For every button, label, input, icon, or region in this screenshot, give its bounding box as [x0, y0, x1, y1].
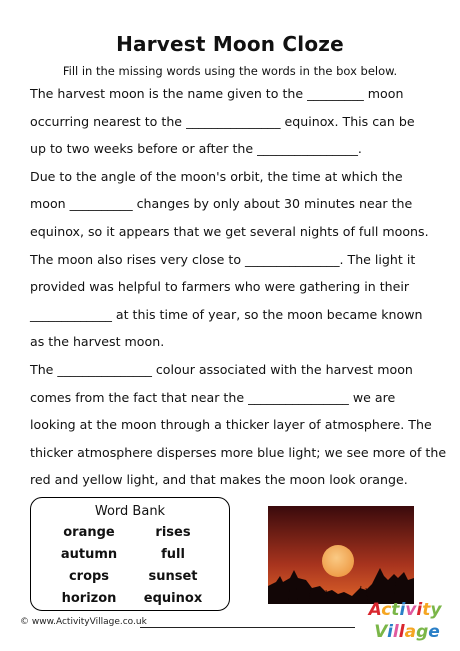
activity-village-logo: [360, 596, 450, 642]
page-title: Harvest Moon Cloze: [116, 32, 344, 56]
passage-line: red and yellow light, and that makes the moon look orange.: [30, 472, 408, 488]
passage-line: thicker atmosphere disperses more blue light; we see more of the: [30, 444, 447, 460]
logo-letter: v: [405, 600, 417, 620]
instructions: Fill in the missing words using the words in the box below.: [62, 64, 398, 78]
word-bank-word: crops: [68, 569, 110, 584]
passage-line: provided was helpful to farmers who were gathering in their: [30, 279, 410, 295]
passage-line: occurring nearest to the _______________ equinox. This can be: [30, 113, 415, 129]
moon: [322, 545, 354, 577]
word-bank-title: Word Bank: [94, 504, 166, 519]
logo-letter: i: [416, 600, 423, 620]
logo-letter: V: [374, 622, 388, 642]
logo-letter: a: [404, 622, 417, 642]
word-bank-word: equinox: [143, 591, 203, 606]
word-bank-word: rises: [155, 525, 191, 540]
footer-divider: [140, 627, 355, 628]
logo-letter: A: [368, 600, 382, 620]
logo-line-village: [374, 622, 440, 642]
logo-letter: i: [399, 600, 406, 620]
word-bank-word: orange: [63, 525, 115, 540]
logo-letter: g: [416, 622, 429, 642]
passage-line: The _______________ colour associated with the harvest moon: [30, 361, 413, 377]
passage-line: as the harvest moon.: [30, 334, 165, 350]
logo-letter: e: [428, 622, 440, 642]
logo-letter: y: [430, 600, 442, 620]
word-bank-word: full: [161, 547, 185, 562]
cloze-passage: [30, 80, 447, 494]
footer-url: © www.ActivityVillage.co.uk: [20, 617, 147, 627]
word-bank-grid: [47, 524, 215, 608]
logo-letter: l: [392, 622, 399, 642]
passage-line: Due to the angle of the moon's orbit, the time at which the: [30, 168, 403, 184]
logo-line-activity: [367, 600, 443, 620]
passage-line: moon __________ changes by only about 30 minutes near the: [30, 196, 413, 212]
word-bank-word: sunset: [148, 569, 198, 584]
harvest-moon-photo: [268, 506, 414, 604]
logo-letter: t: [422, 600, 431, 620]
passage-line: equinox, so it appears that we get several nights of full moons.: [30, 223, 429, 239]
passage-line: _____________ at this time of year, so the moon became known: [30, 306, 423, 322]
passage-line: comes from the fact that near the ________________ we are: [30, 389, 396, 405]
logo-letter: t: [391, 600, 400, 620]
logo-letter: c: [381, 600, 392, 620]
passage-line: looking at the moon through a thicker layer of atmosphere. The: [30, 417, 432, 433]
passage-line: up to two weeks before or after the ________________.: [30, 141, 362, 157]
passage-line: The harvest moon is the name given to the _________ moon: [30, 86, 404, 101]
word-bank-word: horizon: [61, 591, 117, 606]
logo-letter: i: [387, 622, 393, 642]
word-bank-word: autumn: [60, 547, 118, 562]
word-bank-box: [30, 497, 230, 611]
logo-letter: l: [398, 622, 405, 642]
passage-line: The moon also rises very close to _______________. The light it: [30, 251, 416, 267]
